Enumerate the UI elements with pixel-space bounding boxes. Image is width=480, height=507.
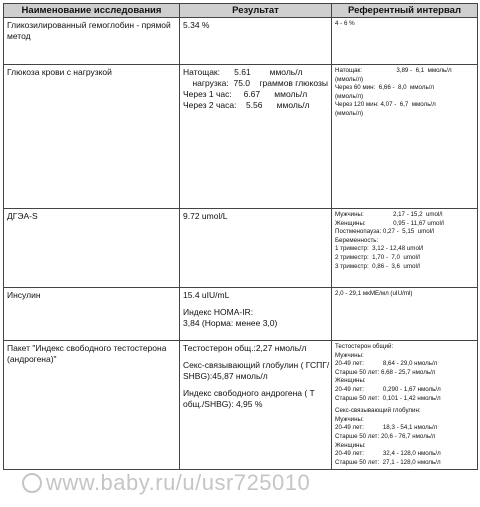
cell-line: 4 - 6 % — [335, 20, 355, 27]
cell-line: Через 120 мин: 4,07 - 6,7 ммоль/л — [335, 101, 436, 109]
cell-line: (ммоль/л) — [335, 109, 364, 117]
cell-line: Женщины: — [335, 377, 366, 385]
cell-line: (андрогена)" — [7, 354, 57, 364]
cell-line: 20-49 лет: 0,290 - 1,67 нмоль/л — [335, 385, 441, 393]
lab-results-table — [3, 3, 478, 470]
result-cell — [180, 288, 332, 341]
cell-line: Старше 50 лет: 27,1 - 128,0 нмоль/л — [335, 458, 441, 466]
reference-cell — [332, 209, 478, 288]
cell-line: Через 2 часа: 5.56 ммоль/л — [183, 100, 310, 110]
cell-line: нагрузка: 75.0 граммов глюкозы — [183, 78, 329, 88]
result-cell — [180, 18, 332, 65]
result-cell — [180, 65, 332, 209]
cell-line: Беременность: — [335, 236, 379, 244]
reference-cell — [332, 65, 478, 209]
header-test-name: Наименование исследования — [4, 4, 180, 18]
cell-line: 3 триместр: 0,86 - 3,6 umol/l — [335, 262, 420, 270]
cell-line: Натощак: 3,89 - 6,1 ммоль/л — [335, 67, 452, 74]
cell-line: Секс-связывающий глобулин ( ГСПГ/ — [183, 360, 330, 370]
row-glucose-load — [4, 65, 478, 209]
row-hba1c — [4, 18, 478, 65]
reference-cell — [332, 18, 478, 65]
cell-line: Женщины: — [335, 441, 366, 449]
watermark — [22, 470, 310, 496]
header-result: Результат — [180, 4, 332, 18]
test-name-cell — [4, 288, 180, 341]
cell-line: 20-49 лет: 32,4 - 128,0 нмоль/л — [335, 450, 441, 458]
cell-line: 5.34 % — [183, 20, 210, 30]
cell-line: Старше 50 лет: 20,6 - 76,7 нмоль/л — [335, 432, 436, 440]
cell-line: Натощак: 5.61 ммоль/л — [183, 67, 303, 77]
cell-line: Старше 50 лет: 6,68 - 25,7 нмоль/л — [335, 368, 436, 376]
row-insulin — [4, 288, 478, 341]
watermark-text: www.baby.ru/u/usr725010 — [46, 470, 311, 495]
cell-line: Тестостерон общий: — [335, 343, 394, 350]
cell-line: Глюкоза крови с нагрузкой — [7, 67, 112, 77]
cell-line: Пакет "Индекс свободного тестостерона — [7, 343, 167, 353]
cell-line: Через 60 мин: 6,66 - 8,0 ммоль/л — [335, 84, 435, 92]
cell-line: Гликозилированный гемоглобин - прямой — [7, 20, 171, 30]
cell-line: 20-49 лет: 18,3 - 54,1 нмоль/л — [335, 424, 438, 432]
row-free-testosterone — [4, 341, 478, 470]
cell-line: Через 1 час: 6.67 ммоль/л — [183, 89, 308, 99]
watermark-logo-icon — [22, 473, 42, 493]
cell-line: Индекс HOMA-IR: — [183, 307, 254, 317]
test-name-cell — [4, 65, 180, 209]
header-reference: Референтный интервал — [332, 4, 478, 18]
cell-line: Секс-связывающий глобулин: — [335, 407, 421, 415]
cell-line: метод — [7, 31, 31, 41]
cell-line: 1 триместр: 3,12 - 12,48 umol/l — [335, 245, 424, 253]
result-cell — [180, 209, 332, 288]
cell-line: ДГЭА-S — [7, 211, 38, 221]
cell-line: (ммоль/л) — [335, 92, 364, 100]
header-row — [4, 4, 478, 18]
cell-line: 2 триместр: 1,70 - 7,0 umol/l — [335, 253, 420, 261]
test-name-cell — [4, 341, 180, 470]
cell-line: Инсулин — [7, 290, 41, 300]
cell-line: Мужчины: — [335, 415, 364, 423]
row-dhea-s — [4, 209, 478, 288]
cell-line: Старше 50 лет: 0,101 - 1,42 нмоль/л — [335, 394, 441, 402]
cell-line: Мужчины: — [335, 351, 364, 359]
test-name-cell — [4, 209, 180, 288]
cell-line: SHBG):45,87 нмоль/л — [183, 371, 268, 381]
cell-line: 3,84 (Норма: менее 3,0) — [183, 318, 278, 328]
cell-line: 15.4 uIU/mL — [183, 290, 230, 300]
cell-line: Женщины: 0,95 - 11,67 umol/l — [335, 219, 444, 227]
cell-line: 9.72 umol/L — [183, 211, 228, 221]
test-name-cell — [4, 18, 180, 65]
cell-line: 2,0 - 29,1 мкМЕ/мл (uIU/ml) — [335, 290, 413, 297]
cell-line: Мужчины: 2,17 - 15,2 umol/l — [335, 211, 443, 218]
cell-line: Индекс свободного андрогена ( Т — [183, 388, 315, 398]
reference-cell — [332, 341, 478, 470]
reference-cell — [332, 288, 478, 341]
cell-line: общ./SHBG): 4,95 % — [183, 399, 263, 409]
cell-line: 20-49 лет: 8,64 - 29,0 нмоль/л — [335, 360, 438, 368]
cell-line: (ммоль/л) — [335, 75, 364, 83]
cell-line: Тестостерон общ.:2,27 нмоль/л — [183, 343, 307, 353]
result-cell — [180, 341, 332, 470]
cell-line: Постменопауза: 0,27 - 5,15 umol/l — [335, 228, 435, 236]
